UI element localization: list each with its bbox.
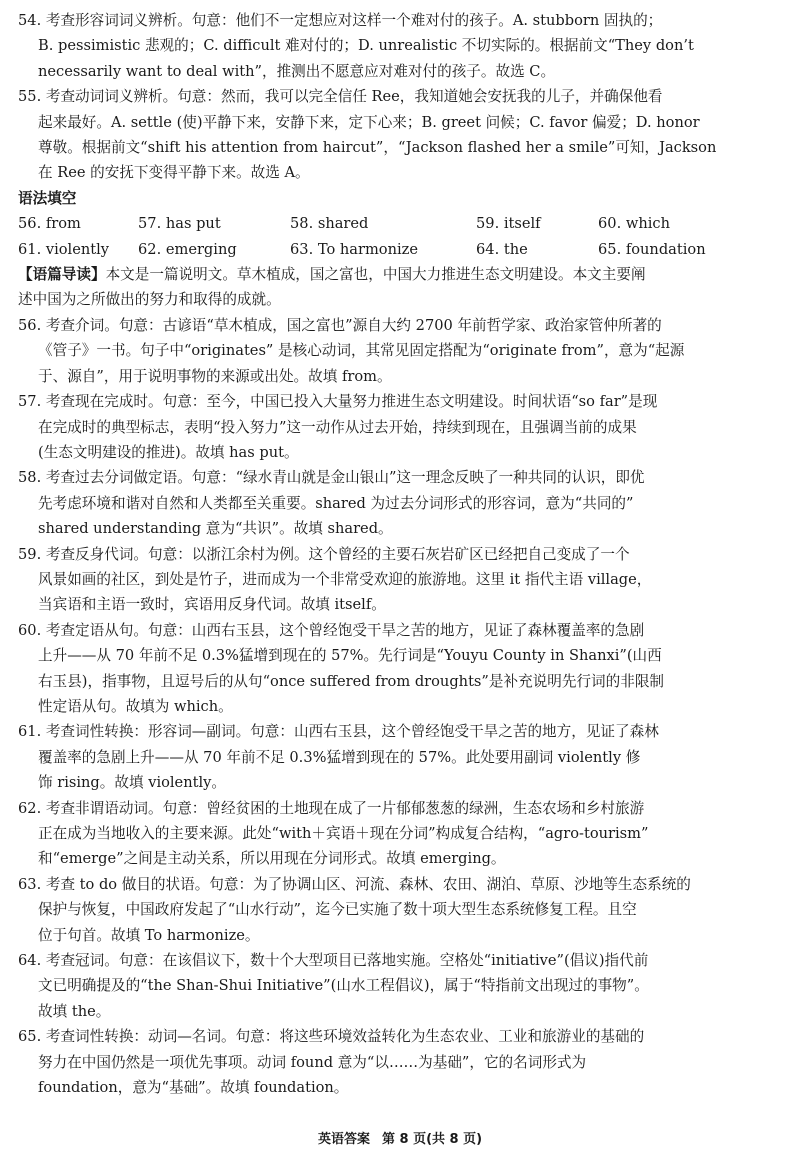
item-line: 风景如画的社区，到处是竹子，进而成为一个非常受欢迎的旅游地。这里 it 指代主语 village， bbox=[38, 570, 652, 588]
section-title: 语法填空 bbox=[18, 189, 77, 207]
passage-guide-text: 述中国为之所做出的努力和取得的成就。 bbox=[18, 291, 281, 309]
item-line: 在 Ree 的安抚下变得平静下来。故选 A。 bbox=[38, 164, 310, 182]
item-line: 56. 考查介词。句意：古谚语“草木植成，国之富也”源自大约 2700 年前哲学家、政治家管仲所著的 bbox=[18, 316, 662, 334]
item-line: 《管子》一书。句子中“originates” 是核心动词，其常见固定搭配为“originate from”，意为“起源 bbox=[38, 342, 685, 360]
passage-guide-tag: 【语篇导读】 bbox=[18, 266, 106, 284]
item-line: B. pessimistic 悲观的；C. difficult 难对付的；D. unrealistic 不切实际的。根据前文“They don’t bbox=[38, 37, 694, 55]
item-line: 性定语从句。故填为 which。 bbox=[38, 697, 233, 715]
item-line: 故填 the。 bbox=[38, 1002, 111, 1020]
item-line: 文已明确提及的“the Shan-Shui Initiative”(山水工程倡议)，属于“特指前文出现过的事物”。 bbox=[38, 977, 649, 995]
item-line: 起来最好。A. settle (使)平静下来，安静下来，定下心来；B. greet 问候；C. favor 偏爱；D. honor bbox=[38, 113, 700, 131]
answer-item-62 bbox=[18, 796, 784, 872]
answer-item-65 bbox=[18, 1024, 784, 1100]
item-line: 上升——从 70 年前不足 0.3%猛增到现在的 57%。先行词是“Youyu County in Shanxi”(山西 bbox=[38, 647, 662, 665]
answer-key-cell: 61. violently bbox=[18, 240, 110, 258]
item-line: 65. 考查词性转换：动词—名词。句意：将这些环境效益转化为生态农业、工业和旅游业的基础的 bbox=[18, 1028, 645, 1046]
page-footer bbox=[0, 1128, 800, 1147]
item-line: 和“emerge”之间是主动关系，所以用现在分词形式。故填 emerging。 bbox=[38, 850, 506, 868]
item-line: 右玉县)，指事物，且逗号后的从句“once suffered from droughts”是补充说明先行词的非限制 bbox=[38, 672, 665, 690]
item-line: 覆盖率的急剧上升——从 70 年前不足 0.3%猛增到现在的 57%。此处要用副词 violently 修 bbox=[38, 748, 641, 766]
item-line: foundation，意为“基础”。故填 foundation。 bbox=[38, 1079, 349, 1097]
answer-key-cell: 57. has put bbox=[138, 215, 221, 233]
item-line: 59. 考查反身代词。句意：以浙江余村为例。这个曾经的主要石灰岩矿区已经把自己变成了一个 bbox=[18, 545, 630, 563]
footer-subject: 英语答案 bbox=[317, 1132, 370, 1147]
item-line: 当宾语和主语一致时，宾语用反身代词。故填 itself。 bbox=[38, 596, 386, 614]
answer-key-cell: 65. foundation bbox=[598, 240, 706, 258]
item-line: 58. 考查过去分词做定语。句意：“绿水青山就是金山银山”这一理念反映了一种共同的认识，即优 bbox=[18, 469, 645, 487]
answer-item-54 bbox=[18, 8, 784, 84]
answer-page bbox=[18, 8, 784, 1100]
answer-item-58 bbox=[18, 465, 784, 541]
item-line: 正在成为当地收入的主要来源。此处“with＋宾语＋现在分词”构成复合结构，“agro-tourism” bbox=[38, 825, 649, 842]
answer-item-63 bbox=[18, 872, 784, 948]
item-line: 先考虑环境和谐对自然和人类都至关重要。shared 为过去分词形式的形容词，意为“共同的” bbox=[38, 494, 634, 512]
passage-guide-text: 本文是一篇说明文。草木植成，国之富也，中国大力推进生态文明建设。本文主要阐 bbox=[105, 266, 646, 284]
item-line: 在完成时的典型标志，表明“投入努力”这一动作从过去开始，持续到现在，且强调当前的成果 bbox=[38, 418, 637, 436]
item-line: 57. 考查现在完成时。句意：至今，中国已投入大量努力推进生态文明建设。时间状语“so far”是现 bbox=[18, 393, 658, 411]
answer-item-64 bbox=[18, 948, 784, 1024]
item-line: 保护与恢复，中国政府发起了“山水行动”，迄今已实施了数十项大型生态系统修复工程。且空 bbox=[38, 901, 637, 919]
item-line: 55. 考查动词词义辨析。句意：然而，我可以完全信任 Ree，我知道她会安抚我的儿子，并确保他看 bbox=[18, 88, 663, 106]
answer-key-row-1 bbox=[18, 211, 784, 236]
item-line: 尊敬。根据前文“shift his attention from haircut”，“Jackson flashed her a smile”可知，Jackson bbox=[38, 139, 717, 157]
item-line: (生态文明建设的推进)。故填 has put。 bbox=[38, 443, 299, 461]
answer-key-cell: 59. itself bbox=[476, 215, 541, 233]
answer-item-56 bbox=[18, 313, 784, 389]
answer-key-cell: 64. the bbox=[476, 240, 528, 258]
passage-guide bbox=[18, 262, 784, 313]
footer-page-number: 第 8 页(共 8 页) bbox=[381, 1132, 483, 1147]
answer-item-61 bbox=[18, 719, 784, 795]
answer-key-cell: 63. To harmonize bbox=[290, 240, 418, 258]
item-line: 62. 考查非谓语动词。句意：曾经贫困的土地现在成了一片郁郁葱葱的绿洲，生态农场和乡村旅游 bbox=[18, 799, 645, 817]
answer-key-cell: 56. from bbox=[18, 215, 81, 233]
item-line: 61. 考查词性转换：形容词—副词。句意：山西右玉县，这个曾经饱受干旱之苦的地方，见证了森林 bbox=[18, 723, 659, 741]
answer-item-55 bbox=[18, 84, 784, 186]
item-line: 位于句首。故填 To harmonize。 bbox=[38, 926, 260, 944]
item-line: shared understanding 意为“共识”。故填 shared。 bbox=[38, 520, 393, 538]
item-line: 于、源自”，用于说明事物的来源或出处。故填 from。 bbox=[38, 367, 392, 385]
item-line: 63. 考查 to do 做目的状语。句意：为了协调山区、河流、森林、农田、湖泊、草原、沙地等生态系统的 bbox=[18, 875, 691, 893]
item-line: 64. 考查冠词。句意：在该倡议下，数十个大型项目已落地实施。空格处“initiative”(倡议)指代前 bbox=[18, 952, 649, 970]
item-line: 60. 考查定语从句。句意：山西右玉县，这个曾经饱受干旱之苦的地方，见证了森林覆盖率的急剧 bbox=[18, 621, 645, 639]
item-line: 努力在中国仍然是一项优先事项。动词 found 意为“以……为基础”，它的名词形式为 bbox=[38, 1053, 587, 1071]
answer-key-cell: 62. emerging bbox=[138, 240, 237, 258]
item-line: necessarily want to deal with”，推测出不愿意应对难对付的孩子。故选 C。 bbox=[38, 62, 556, 80]
answer-key-cell: 58. shared bbox=[290, 215, 369, 233]
answer-key-row-2 bbox=[18, 237, 784, 262]
item-line: 54. 考查形容词词义辨析。句意：他们不一定想应对这样一个难对付的孩子。A. stubborn 固执的； bbox=[18, 12, 663, 29]
answer-item-57 bbox=[18, 389, 784, 465]
answer-item-59 bbox=[18, 542, 784, 618]
answer-item-60 bbox=[18, 618, 784, 720]
item-line: 饰 rising。故填 violently。 bbox=[38, 774, 226, 792]
answer-key-cell: 60. which bbox=[598, 215, 670, 233]
